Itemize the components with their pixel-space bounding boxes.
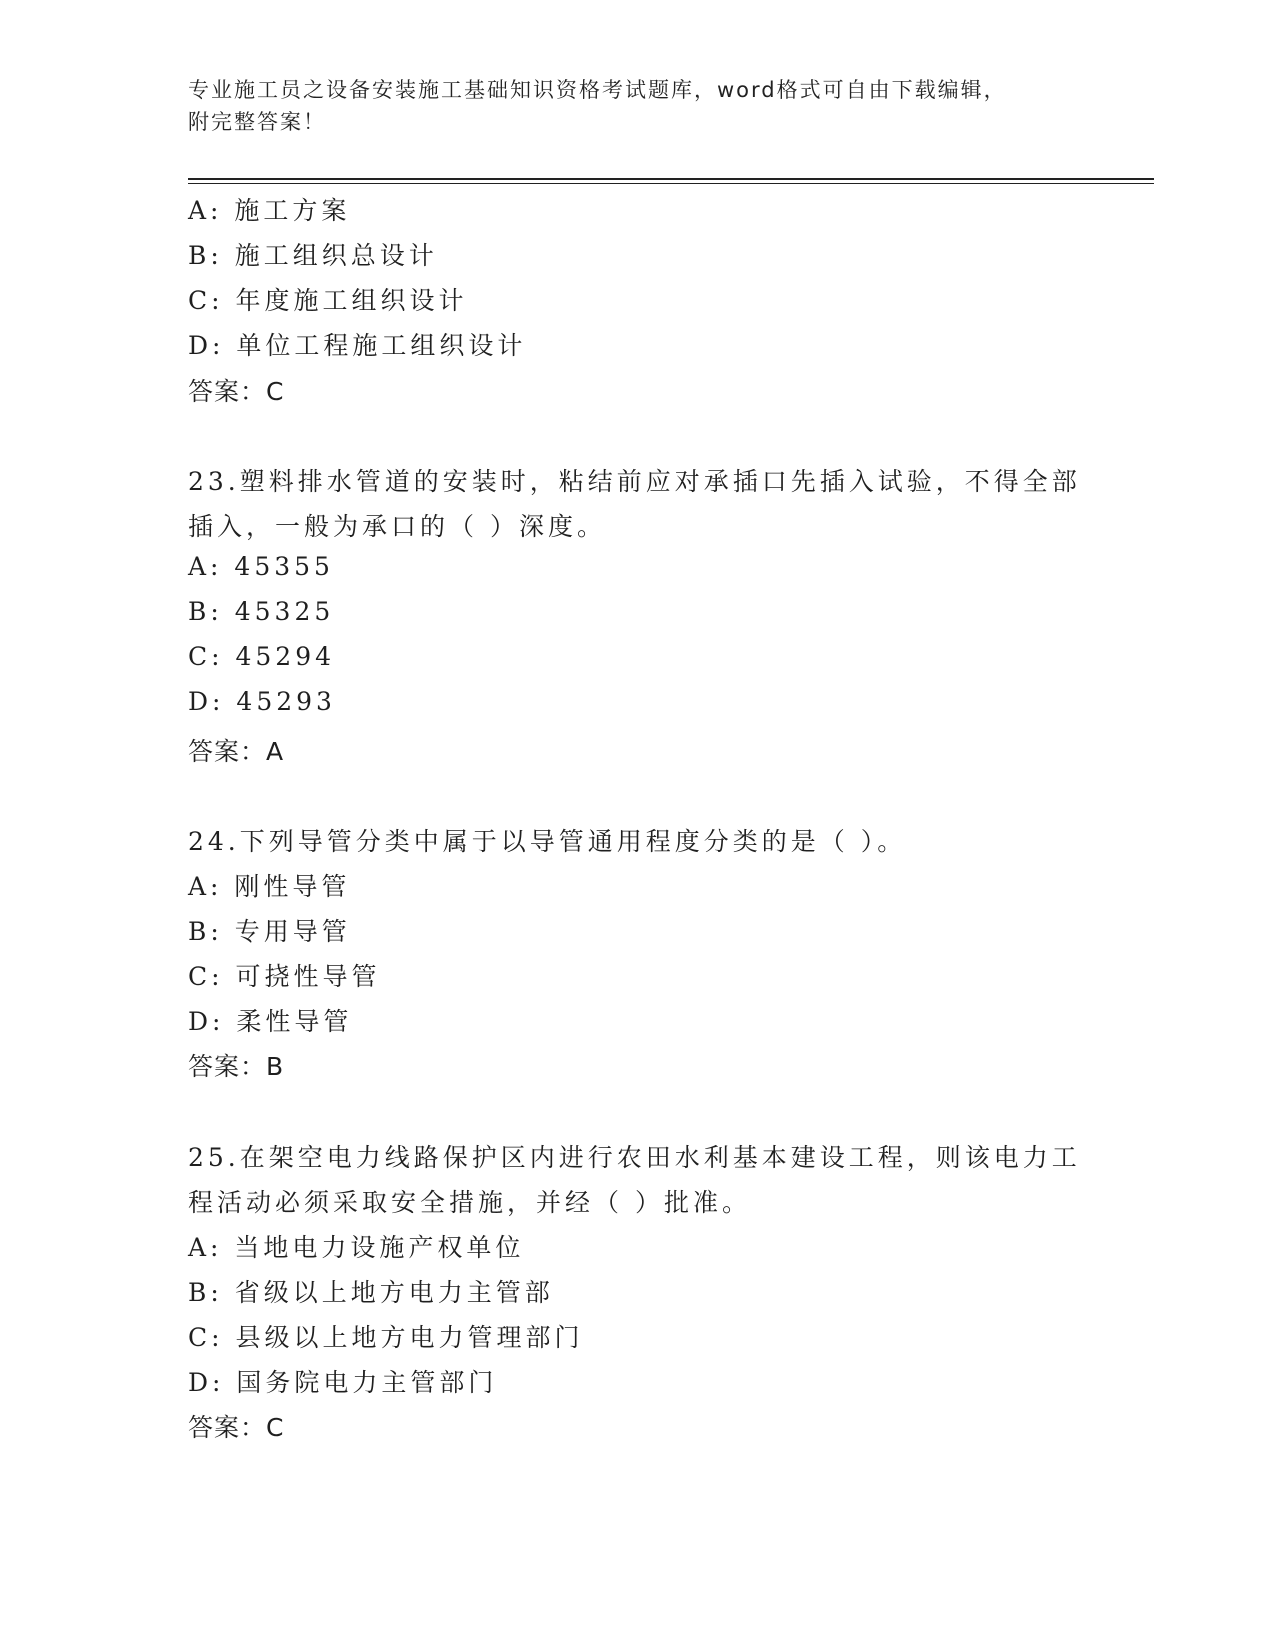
q22-option-b: B: 施工组织总设计 — [188, 241, 438, 270]
document-header — [188, 74, 1088, 138]
q24-option-b: B: 专用导管 — [188, 917, 351, 946]
q24-stem-line-1: 24.下列导管分类中属于以导管通用程度分类的是（ ）。 — [188, 827, 907, 856]
q23-option-d: D: 45293 — [188, 687, 336, 716]
q24-option-a: A: 刚性导管 — [188, 872, 351, 901]
q25-option-c: C: 县级以上地方电力管理部门 — [188, 1323, 584, 1352]
q22-option-c: C: 年度施工组织设计 — [188, 286, 468, 315]
q22-option-d: D: 单位工程施工组织设计 — [188, 331, 527, 360]
q23-option-a: A: 45355 — [188, 552, 334, 581]
q25-stem-line-2: 程活动必须采取安全措施，并经（ ）批准。 — [188, 1188, 751, 1217]
q22-answer: 答案：C — [188, 377, 285, 406]
q24-option-c: C: 可挠性导管 — [188, 962, 381, 991]
q25-answer: 答案：C — [188, 1413, 285, 1442]
q25-option-b: B: 省级以上地方电力主管部 — [188, 1278, 554, 1307]
q22-option-a: A: 施工方案 — [188, 196, 351, 225]
header-line-2: 附完整答案！ — [188, 110, 326, 134]
q23-stem-line-2: 插入，一般为承口的（ ）深度。 — [188, 512, 606, 541]
header-divider-thick — [188, 178, 1154, 180]
q23-answer: 答案：A — [188, 737, 285, 766]
header-line-1: 专业施工员之设备安装施工基础知识资格考试题库，word格式可自由下载编辑， — [188, 78, 1007, 102]
q24-option-d: D: 柔性导管 — [188, 1007, 353, 1036]
q23-option-b: B: 45325 — [188, 597, 335, 626]
header-divider-thin — [188, 183, 1154, 184]
q24-answer: 答案：B — [188, 1052, 285, 1081]
q23-option-c: C: 45294 — [188, 642, 336, 671]
q25-option-a: A: 当地电力设施产权单位 — [188, 1233, 525, 1262]
q25-option-d: D: 国务院电力主管部门 — [188, 1368, 498, 1397]
q23-stem-line-1: 23.塑料排水管道的安装时，粘结前应对承插口先插入试验，不得全部 — [188, 467, 1081, 496]
q25-stem-line-1: 25.在架空电力线路保护区内进行农田水利基本建设工程，则该电力工 — [188, 1143, 1081, 1172]
